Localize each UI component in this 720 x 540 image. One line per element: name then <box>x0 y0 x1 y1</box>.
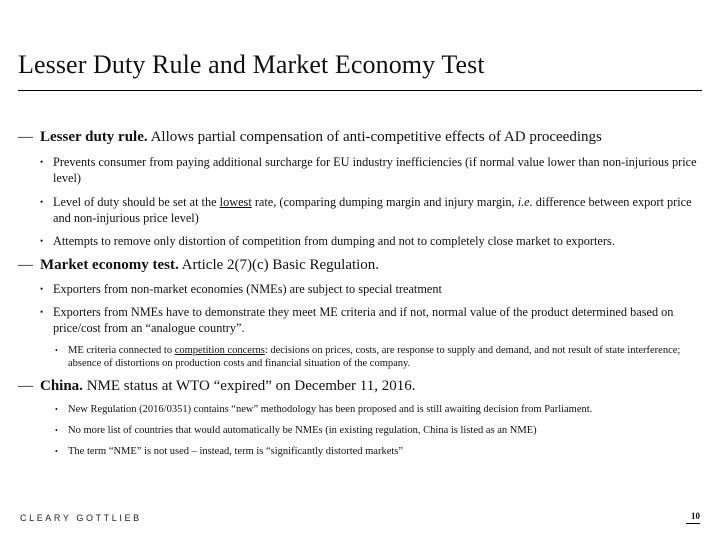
sub-bullet-item <box>55 445 702 458</box>
bullet-item <box>40 281 702 297</box>
bullet-icon: • <box>40 157 44 167</box>
underlined-text: competition concerns <box>174 345 265 356</box>
bullet-item <box>40 304 702 336</box>
sub-bullet-item <box>55 424 702 437</box>
text-run: Level of duty should be set at the <box>53 195 220 209</box>
cleary-gottlieb-logo: CLEARY GOTTLIEB <box>20 513 142 523</box>
bullet-text <box>40 194 702 226</box>
text-run: ME criteria connected to <box>68 345 175 356</box>
bullet-icon: • <box>55 426 58 435</box>
bullet-item <box>40 233 702 249</box>
section-text: Article 2(7)(c) Basic Regulation. <box>178 257 380 273</box>
dash-marker: — <box>18 378 33 394</box>
slide-title: Lesser Duty Rule and Market Economy Test <box>18 50 485 79</box>
section-heading: Lesser duty rule. <box>40 129 148 145</box>
italic-text: i.e. <box>517 195 533 209</box>
sub-bullet-text <box>55 344 702 370</box>
section-lesser-duty <box>18 129 602 146</box>
bullet-text: Exporters from NMEs have to demonstrate they meet ME criteria and if not, normal value of the product determined based on price/cost from an “analogue country”. <box>53 305 674 335</box>
underlined-text: lowest <box>219 195 252 209</box>
page-number-underline <box>686 523 700 524</box>
section-text: NME status at WTO “expired” on December 11, 2016. <box>82 378 416 394</box>
bullet-text: Attempts to remove only distortion of competition from dumping and not to completely close market to exporters. <box>53 234 615 248</box>
bullet-icon: • <box>40 197 44 207</box>
sub-bullet-text: New Regulation (2016/0351) contains “new” methodology has been proposed and is still awaiting decision from Parliament. <box>68 404 593 415</box>
section-heading: Market economy test. <box>40 257 179 273</box>
text-run: difference between export price and non-injurious price level) <box>53 195 692 225</box>
bullet-item <box>40 154 702 186</box>
bullet-icon: • <box>55 447 58 456</box>
text-run: rate, (comparing dumping margin and injury margin, <box>251 195 518 209</box>
sub-bullet-item <box>55 344 702 370</box>
bullet-icon: • <box>40 236 44 246</box>
bullet-item <box>40 194 702 226</box>
bullet-text: Prevents consumer from paying additional surcharge for EU industry inefficiencies (if normal value lower than non-injurious price level) <box>53 155 697 185</box>
sub-bullet-text: No more list of countries that would automatically be NMEs (in existing regulation, China is listed as an NME) <box>68 425 537 436</box>
section-china <box>18 378 416 395</box>
bullet-icon: • <box>40 307 44 317</box>
page-number: 10 <box>691 511 700 521</box>
dash-marker: — <box>18 257 33 273</box>
sub-bullet-item <box>55 403 702 416</box>
section-heading: China. <box>40 378 83 394</box>
bullet-icon: • <box>55 405 58 414</box>
section-text: Allows partial compensation of anti-competitive effects of AD proceedings <box>147 129 602 145</box>
section-market-economy <box>18 257 379 274</box>
bullet-icon: • <box>55 346 58 355</box>
bullet-icon: • <box>40 284 44 294</box>
sub-bullet-text: The term “NME” is not used – instead, term is “significantly distorted markets” <box>68 446 404 457</box>
dash-marker: — <box>18 129 33 145</box>
text-run: : decisions on prices, costs, are response to supply and demand, and not result of state interference; absence of distortions on production costs and financial situation of the company. <box>68 345 681 369</box>
title-divider <box>18 90 702 91</box>
bullet-text: Exporters from non-market economies (NMEs) are subject to special treatment <box>53 282 442 296</box>
